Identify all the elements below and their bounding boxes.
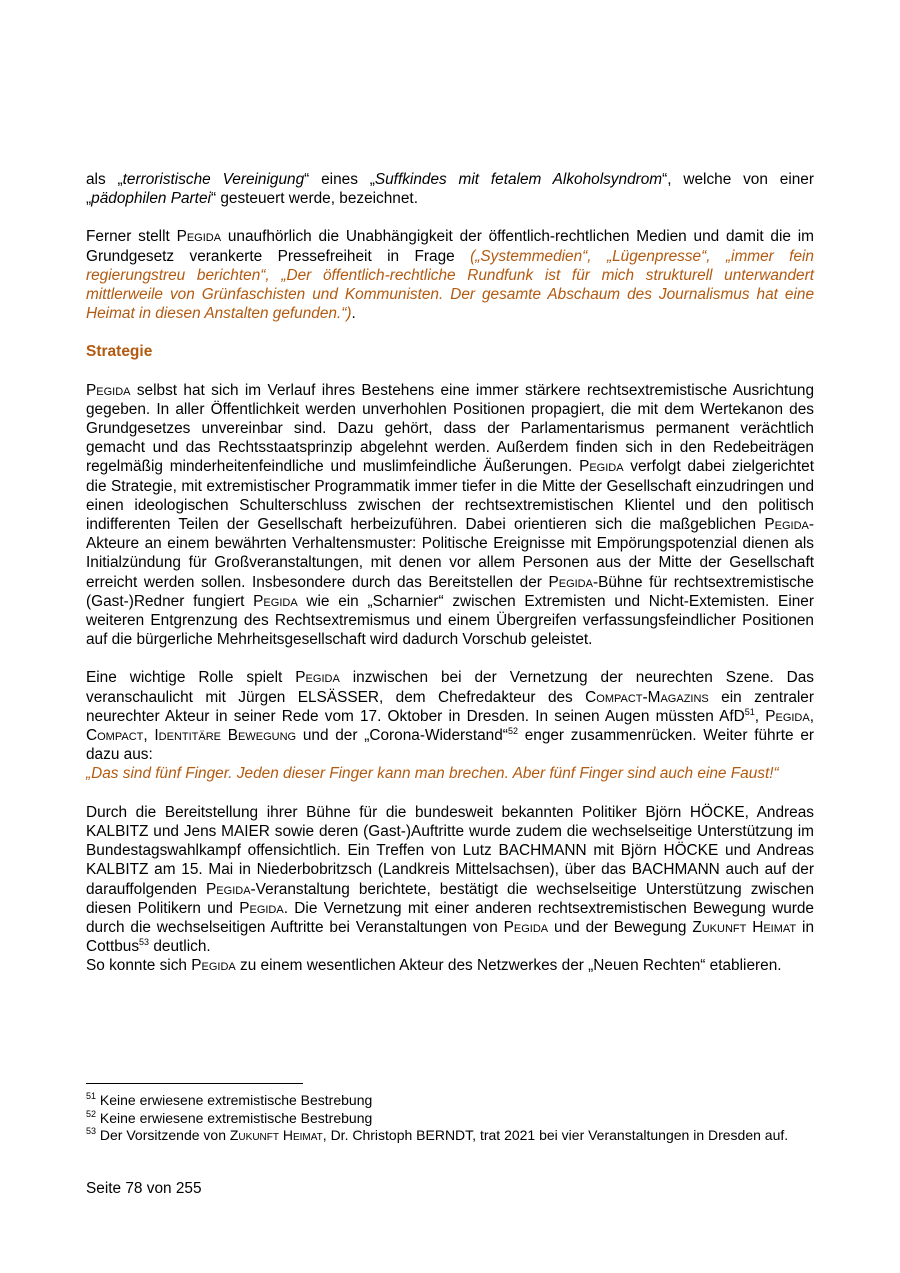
footnote-ref-52[interactable]: 52: [507, 726, 518, 737]
quote-media: („Systemmedien“, „Lügenpresse“, „immer fein regierungstreu berichten“, „Der öffentlich-rechtliche Rundfunk ist für mich strukturell unterwandert mittlerweile von Grünfaschisten und Kommunisten. Der gesamte Abschaum des Journalismus hat eine Heimat in diesen Anstalten gefunden.“): [86, 247, 814, 323]
quote-faust: „Das sind fünf Finger. Jeden dieser Finger kann man brechen. Aber fünf Finger sind auch eine Faust!“: [86, 765, 779, 783]
page-number: Seite 78 von 255: [86, 1180, 202, 1197]
footnote-52: $^{52}$ Keine erwiesene extremistische Bestrebung: [86, 1108, 373, 1126]
footnote-ref-51[interactable]: 51: [744, 706, 755, 717]
section-heading: Strategie: [86, 343, 153, 361]
paragraph-2: Ferner stellt Pegida unaufhörlich die Unabhängigkeit der öffentlich-rechtlichen Medien und damit die im Grundgesetz verankerte Pressefreiheit in Frage („Systemmedien“, „Lügenpresse“, „immer fein regierungstreu berichten“, „Der öffentlich-rechtliche Rundfunk ist für mich strukturell unterwandert mittlerweile von Grünfaschisten und Kommunisten. Der gesamte Abschaum des Journalismus hat eine Heimat in diesen Anstalten gefunden.“).: [86, 228, 814, 323]
footnote-divider: [86, 1083, 303, 1084]
footnotes: [86, 1083, 814, 1145]
footnote-53: $^{53}$ Der Vorsitzende von Zukunft Heimat, Dr. Christoph BERNDT, trat 2021 bei vier Veranstaltungen in Dresden auf.: [86, 1126, 789, 1144]
document-body: [86, 170, 814, 976]
paragraph-4: Eine wichtige Rolle spielt Pegida inzwischen bei der Vernetzung der neurechten Szene. Das veranschaulicht mit Jürgen ELSÄSSER, dem Chefredakteur des Compact-Magazins ein zentraler neurechter Akteur in seiner Rede vom 17. Oktober in Dresden. In seinen Augen müssten AfD$^{51}$, Pegida, Compact, Identitäre Bewegung und der „Corona-Widerstand“$^{52}$ enger zusammenrücken. Weiter führte er dazu aus:: [86, 669, 815, 764]
paragraph-3: Pegida selbst hat sich im Verlauf ihres Bestehens eine immer stärkere rechtsextremistische Ausrichtung gegeben. In aller Öffentlichkeit werden unverhohlen Positionen propagiert, die mit dem Wertekanon des Grundgesetzes unvereinbar sind. Dazu gehört, dass der Parlamentarismus permanent verächtlich gemacht und das Rechtsstaatsprinzip abgelehnt werden. Außerdem finden sich in den Redebeiträgen regelmäßig minderheitenfeindliche und muslimfeindliche Äußerungen. Pegida verfolgt dabei zielgerichtet die Strategie, mit extremistischer Programmatik immer tiefer in die Mitte der Gesellschaft einzudringen und einen ideologischen Schulterschluss zwischen der rechtsextremistischen Klientel und den politisch indifferenten Teilen der Gesellschaft herbeizuführen. Dabei orientieren sich die maßgeblichen Pegida-Akteure an einem bewährten Verhaltensmuster: Politische Ereignisse mit Empörungspotenzial dienen als Initialzündung für Großveranstaltungen, mit denen vor allem Personen aus der Mitte der Gesellschaft erreicht werden sollen. Insbesondere durch das Bereitstellen der Pegida-Bühne für rechtsextremistische (Gast-)Redner fungiert Pegida wie ein „Scharnier“ zwischen Extremisten und Nicht-Extemisten. Einer weiteren Entgrenzung des Rechtsextremismus und einem Übergreifen verfassungsfeindlicher Positionen auf die bürgerliche Mehrheitsgesellschaft wird dadurch Vorschub geleistet.: [86, 381, 814, 649]
footnote-51: $^{51}$ Keine erwiesene extremistische Bestrebung: [86, 1091, 373, 1108]
paragraph-1: als „terroristische Vereinigung“ eines „Suffkindes mit fetalem Alkoholsyndrom“, welche von einer „pädophilen Partei“ gesteuert werde, bezeichnet.: [86, 171, 814, 208]
footnote-ref-53[interactable]: 53: [139, 937, 150, 948]
paragraph-6: So konnte sich Pegida zu einem wesentlichen Akteur des Netzwerkes der „Neuen Rechten“ etablieren.: [86, 957, 782, 975]
paragraph-5: Durch die Bereitstellung ihrer Bühne für die bundesweit bekannten Politiker Björn HÖCKE, Andreas KALBITZ und Jens MAIER sowie deren (Gast-)Auftritte wurde zudem die wechselseitige Unterstützung im Bundestagswahlkampf offensichtlich. Ein Treffen von Lutz BACHMANN mit Björn HÖCKE und Andreas KALBITZ am 15. Mai in Niederbobritzsch (Landkreis Mittelsachsen), über das BACHMANN auch auf der darauffolgenden Pegida-Veranstaltung berichtete, bestätigt die wechselseitige Unterstützung zwischen diesen Politikern und Pegida. Die Vernetzung mit einer anderen rechtsextremistischen Bewegung wurde durch die wechselseitigen Auftritte bei Veranstaltungen von Pegida und der Bewegung Zukunft Heimat in Cottbus$^{53}$ deutlich.: [86, 803, 815, 956]
